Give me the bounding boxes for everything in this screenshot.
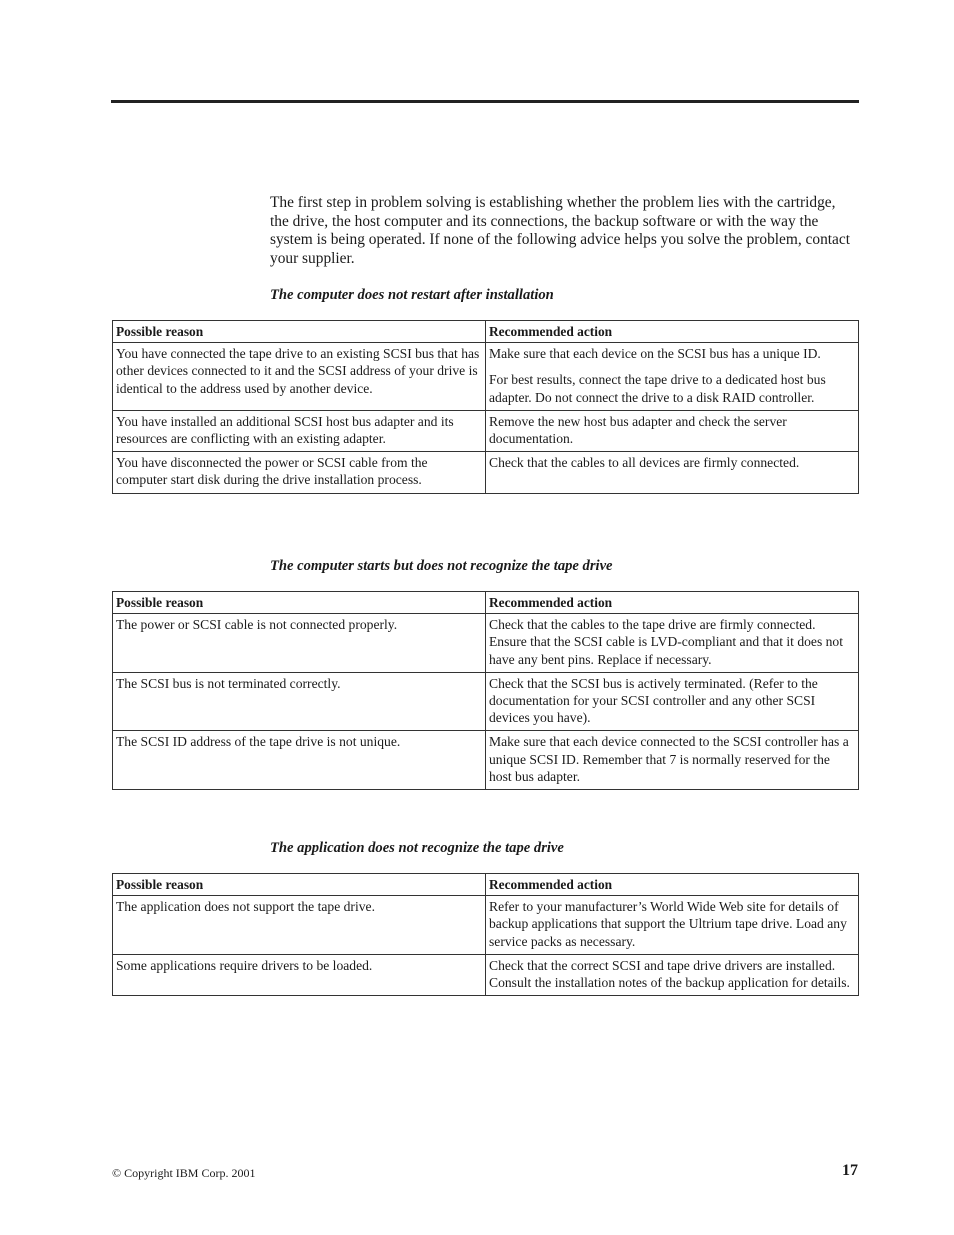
reason-text: The power or SCSI cable is not connected properly. <box>116 617 398 633</box>
reason-cell <box>113 954 486 995</box>
table-header-row <box>113 321 859 343</box>
reason-cell <box>113 410 486 451</box>
troubleshooting-table-3 <box>112 873 859 996</box>
action-text: Remove the new host bus adapter and check the server documentation. <box>489 413 787 447</box>
table-header-row <box>113 592 859 614</box>
table-row <box>113 954 859 995</box>
action-text: Refer to your manufacturer’s World Wide Web site for details of backup applications that support the Ultrium tape drive. Load any service packs as necessary. <box>489 899 847 949</box>
table-row <box>113 452 859 493</box>
action-text: Check that the cables to the tape drive are firmly connected. Ensure that the SCSI cable is LVD-compliant and that it does not have any bent pins. Replace if necessary. <box>489 617 844 667</box>
action-text: Check that the cables to all devices are firmly connected. <box>489 455 800 471</box>
reason-cell <box>113 452 486 493</box>
header-recommended-action: Recommended action <box>486 592 859 614</box>
reason-text: The SCSI bus is not terminated correctly. <box>116 675 341 691</box>
reason-cell <box>113 672 486 731</box>
table-title-1: The computer does not restart after installation <box>270 287 554 303</box>
table-row <box>113 614 859 673</box>
reason-cell <box>113 343 486 411</box>
table-header-row <box>113 874 859 896</box>
header-possible-reason: Possible reason <box>113 592 486 614</box>
action-cell <box>486 410 859 451</box>
header-recommended-action: Recommended action <box>486 321 859 343</box>
header-possible-reason: Possible reason <box>113 321 486 343</box>
action-cell <box>486 452 859 493</box>
action-cell <box>486 672 859 731</box>
table-title-3: The application does not recognize the tape drive <box>270 840 564 856</box>
troubleshooting-table-1 <box>112 320 859 494</box>
page-number: 17 <box>842 1162 858 1179</box>
reason-text: Some applications require drivers to be loaded. <box>116 957 373 973</box>
table-row <box>113 672 859 731</box>
table-row <box>113 410 859 451</box>
top-rule <box>111 100 859 103</box>
action-text: Make sure that each device connected to the SCSI controller has a unique SCSI ID. Remember that 7 is normally reserved for the host bus adapter. <box>489 734 849 784</box>
table-title-2: The computer starts but does not recognize the tape drive <box>270 558 613 574</box>
table-row <box>113 731 859 790</box>
reason-cell <box>113 896 486 955</box>
reason-cell <box>113 614 486 673</box>
action-cell <box>486 614 859 673</box>
action-text: Make sure that each device on the SCSI bus has a unique ID. <box>489 346 821 362</box>
action-cell <box>486 954 859 995</box>
action-cell <box>486 896 859 955</box>
header-recommended-action: Recommended action <box>486 874 859 896</box>
action-text: Check that the correct SCSI and tape drive drivers are installed. Consult the installation notes of the backup application for details. <box>489 957 850 991</box>
reason-text: You have connected the tape drive to an existing SCSI bus that has other devices connected to it and the SCSI address of your drive is identical to the address used by another device. <box>116 346 480 396</box>
table-row <box>113 343 859 411</box>
reason-text: You have installed an additional SCSI host bus adapter and its resources are conflicting with an existing adapter. <box>116 413 454 447</box>
reason-text: The application does not support the tape drive. <box>116 899 375 915</box>
reason-text: You have disconnected the power or SCSI cable from the computer start disk during the drive installation process. <box>116 455 428 488</box>
copyright-notice: © Copyright IBM Corp. 2001 <box>112 1166 256 1180</box>
troubleshooting-table-2 <box>112 591 859 790</box>
table-row <box>113 896 859 955</box>
intro-paragraph: The first step in problem solving is establishing whether the problem lies with the cartridge, the drive, the host computer and its connections, the backup software or with the way the system is being operated. If none of the following advice helps you solve the problem, contact your supplier. <box>270 194 850 267</box>
action-text: Check that the SCSI bus is actively terminated. (Refer to the documentation for your SCSI controller and any other SCSI devices you have). <box>489 675 818 726</box>
action-cell <box>486 731 859 790</box>
header-possible-reason: Possible reason <box>113 874 486 896</box>
action-cell <box>486 343 859 411</box>
reason-text: The SCSI ID address of the tape drive is not unique. <box>116 734 401 750</box>
action-text: For best results, connect the tape drive to a dedicated host bus adapter. Do not connect the drive to a disk RAID controller. <box>489 372 826 405</box>
reason-cell <box>113 731 486 790</box>
